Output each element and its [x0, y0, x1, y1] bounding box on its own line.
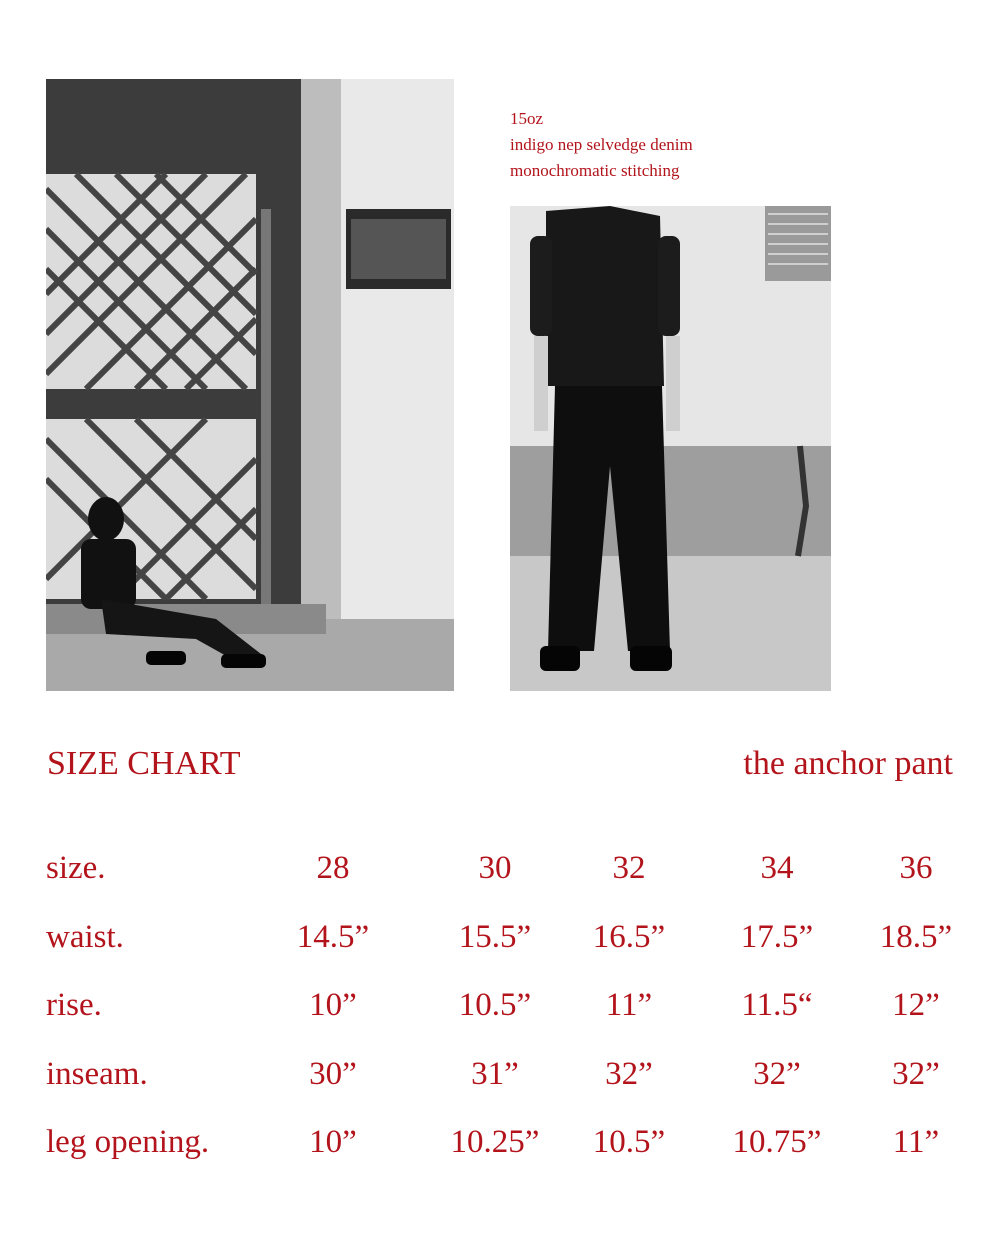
table-cell: 31”: [471, 1055, 519, 1092]
table-cell: 34: [760, 850, 794, 886]
table-cell: 10”: [309, 1124, 357, 1160]
seated-model-image: [46, 79, 454, 691]
row-label: waist.: [46, 918, 124, 955]
table-row-rise: [46, 987, 956, 1056]
table-cell: 32”: [753, 1055, 801, 1092]
stitching-detail: monochromatic stitching: [510, 161, 680, 180]
table-cell: 11.5“: [741, 987, 813, 1023]
table-cell: 36: [899, 850, 933, 886]
table-cell: 16.5”: [592, 918, 666, 955]
table-row-inseam: [46, 1056, 956, 1125]
row-label: leg opening.: [46, 1124, 210, 1160]
row-label: rise.: [46, 987, 102, 1023]
table-cell: 14.5”: [296, 918, 370, 955]
table-cell: 32”: [605, 1055, 653, 1092]
row-label: size.: [46, 850, 106, 886]
table-cell: 18.5”: [879, 918, 953, 955]
table-row-leg-opening: [46, 1124, 956, 1193]
table-cell: 10.5”: [458, 987, 532, 1023]
row-label: inseam.: [46, 1055, 148, 1092]
standing-model-image: [510, 206, 831, 691]
table-cell: 10”: [309, 987, 357, 1023]
table-row-size: [46, 850, 956, 919]
table-cell: 30”: [309, 1055, 357, 1092]
product-name: the anchor pant: [743, 745, 953, 782]
table-cell: 28: [316, 850, 350, 886]
size-chart-title: SIZE CHART: [47, 745, 241, 782]
table-cell: 11”: [605, 987, 653, 1023]
table-cell: 30: [478, 850, 512, 886]
size-chart-table: [46, 850, 956, 1193]
table-cell: 11”: [892, 1124, 940, 1160]
table-cell: 15.5”: [458, 918, 532, 955]
fabric-weight: 15oz: [510, 109, 544, 128]
fabric-type: indigo nep selvedge denim: [510, 135, 693, 154]
photo-seated-model: [46, 79, 454, 691]
table-cell: 10.25”: [450, 1124, 540, 1160]
product-description: [510, 106, 693, 184]
table-cell: 17.5”: [740, 918, 814, 955]
table-cell: 32”: [892, 1055, 940, 1092]
table-cell: 10.75”: [732, 1124, 822, 1160]
photo-standing-model: [510, 206, 831, 691]
table-row-waist: [46, 919, 956, 988]
table-cell: 12”: [892, 987, 940, 1023]
table-cell: 32: [612, 850, 646, 886]
table-cell: 10.5”: [592, 1124, 666, 1160]
